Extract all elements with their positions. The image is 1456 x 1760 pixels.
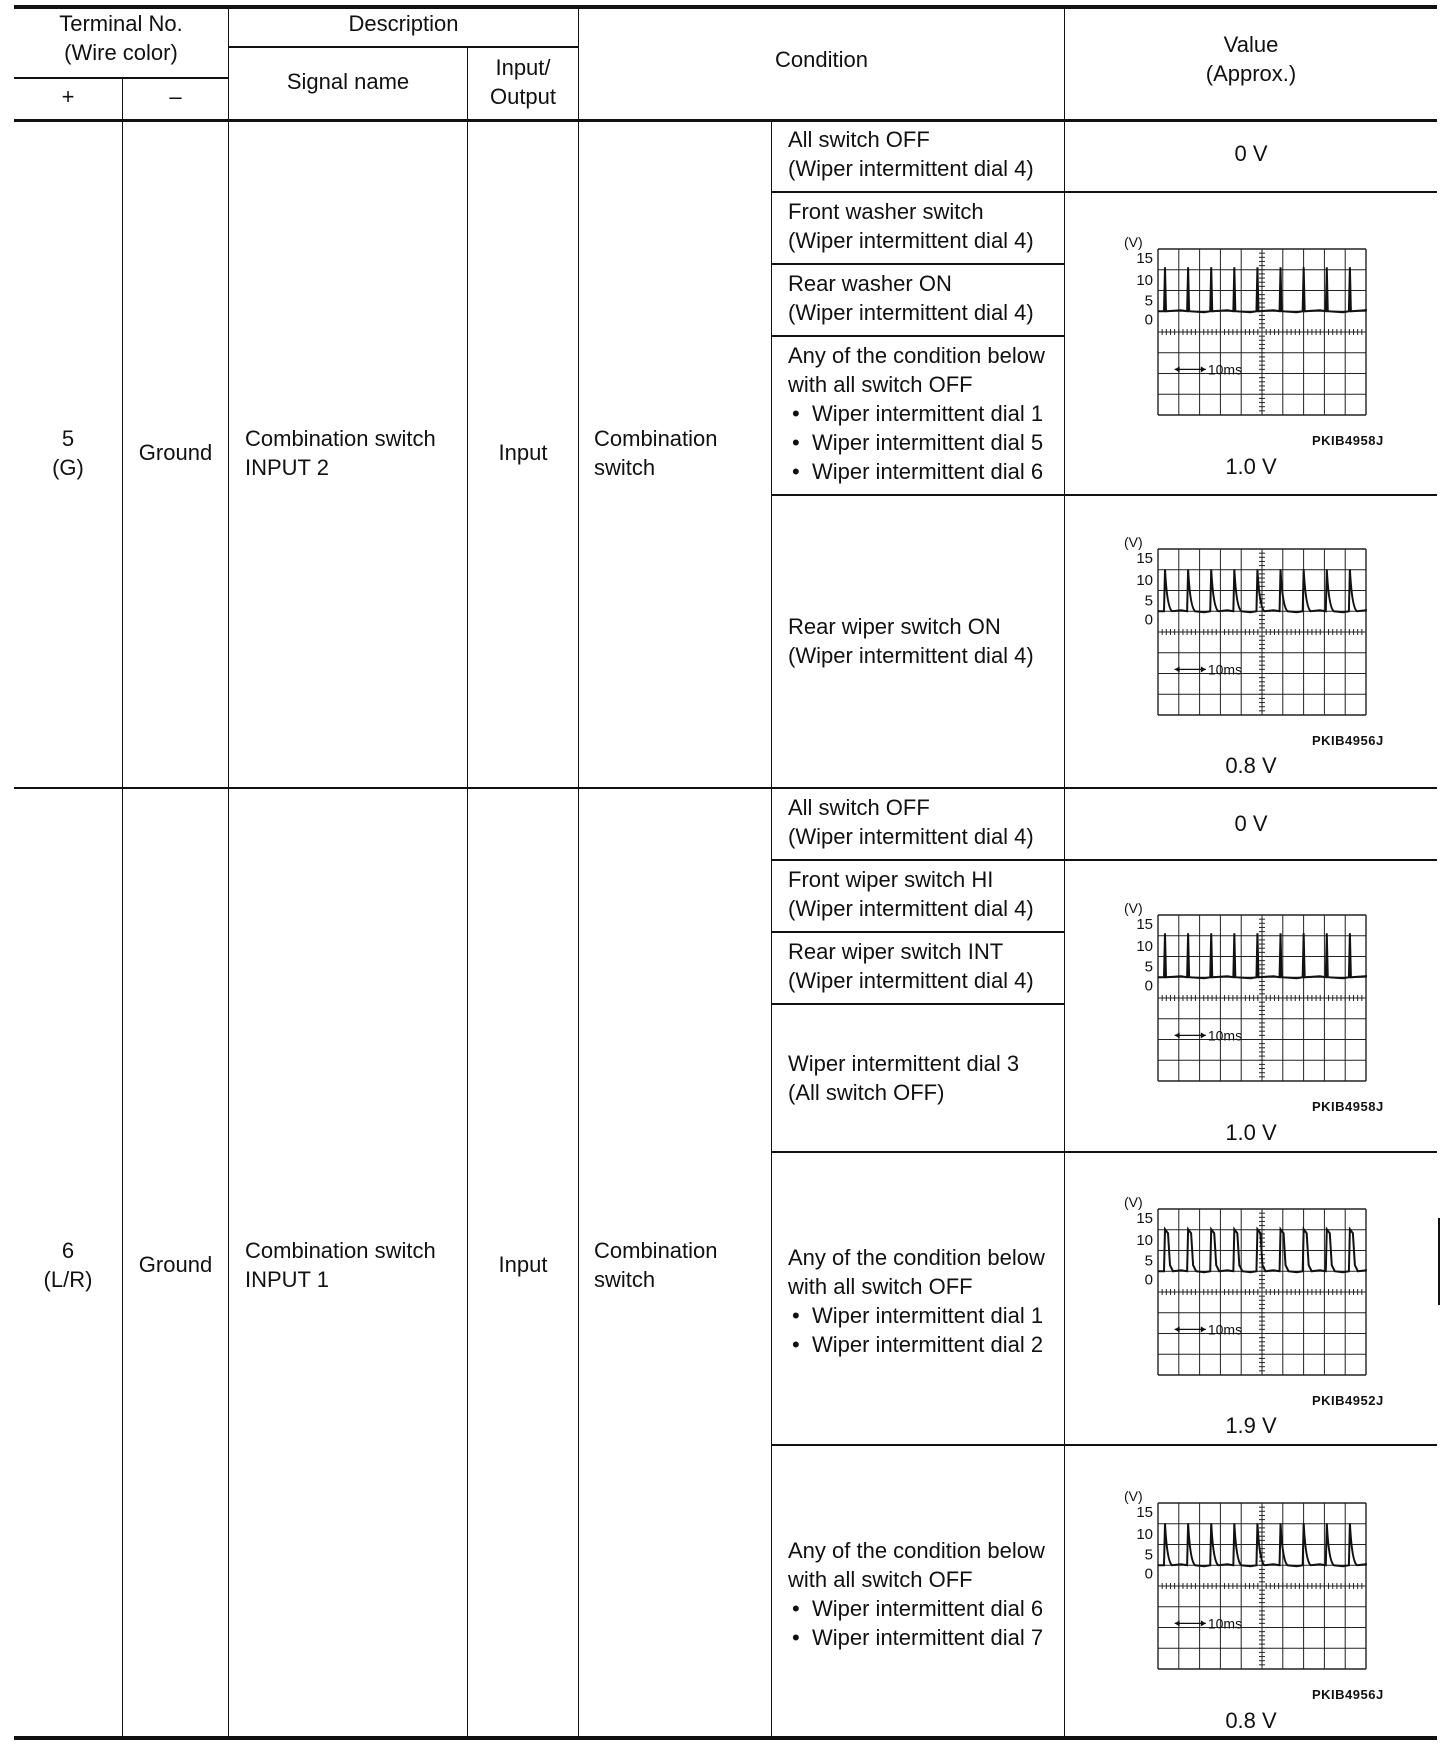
waveform-plot bbox=[1124, 537, 1374, 727]
value-text: 0 V bbox=[1234, 811, 1268, 836]
header-condition: Condition bbox=[775, 47, 868, 72]
y-tick-label: 15 bbox=[1136, 250, 1153, 267]
arrow-left-icon bbox=[1175, 1620, 1180, 1626]
figure-code: PKIB4956J bbox=[1312, 733, 1384, 748]
y-tick-label: 15 bbox=[1136, 1210, 1153, 1227]
condition-cell: Rear wiper switch INT (Wiper intermittent dial 4) bbox=[788, 939, 1034, 993]
rule bbox=[772, 494, 1437, 496]
bullet-item: • Wiper intermittent dial 7 bbox=[788, 1623, 1045, 1652]
time-scale-label: 10ms bbox=[1207, 1321, 1243, 1338]
condition-cell: Rear washer ON (Wiper intermittent dial 4) bbox=[788, 271, 1034, 325]
condition-cell: Any of the condition below with all switch OFF • Wiper intermittent dial 1 • Wiper intermittent dial 5 • Wiper intermittent dial 6 bbox=[788, 341, 1045, 486]
y-unit-label: (V) bbox=[1124, 1197, 1143, 1210]
arrow-left-icon bbox=[1175, 366, 1180, 372]
y-tick-label: 10 bbox=[1136, 571, 1153, 589]
y-unit-label: (V) bbox=[1124, 237, 1143, 250]
y-tick-label: 5 bbox=[1144, 592, 1153, 610]
condition-cell: Front wiper switch HI (Wiper intermittent dial 4) bbox=[788, 867, 1034, 921]
value-text: 0 V bbox=[1234, 141, 1268, 166]
bullet-item: • Wiper intermittent dial 1 bbox=[788, 1301, 1045, 1330]
y-unit-label: (V) bbox=[1124, 537, 1143, 550]
rule bbox=[228, 7, 229, 1738]
condition-group: Combination switch bbox=[594, 426, 718, 480]
y-tick-label: 10 bbox=[1136, 1525, 1153, 1543]
oscilloscope-waveform bbox=[1124, 1197, 1374, 1392]
oscilloscope-waveform bbox=[1124, 1491, 1374, 1686]
condition-cell: Rear wiper switch ON (Wiper intermittent dial 4) bbox=[788, 614, 1034, 668]
arrow-left-icon bbox=[1175, 1326, 1180, 1332]
figure-code: PKIB4958J bbox=[1312, 433, 1384, 448]
rule bbox=[467, 46, 468, 1738]
time-scale-label: 10ms bbox=[1207, 1615, 1243, 1632]
arrow-right-icon bbox=[1201, 366, 1206, 372]
waveform-plot bbox=[1124, 1197, 1374, 1387]
y-unit-label: (V) bbox=[1124, 903, 1143, 916]
terminal-6: 6 (L/R) bbox=[43, 1238, 93, 1292]
revision-bar bbox=[1438, 1218, 1440, 1305]
header-terminal-no: Terminal No. (Wire color) bbox=[59, 11, 183, 65]
y-tick-label: 0 bbox=[1144, 977, 1153, 995]
time-scale-label: 10ms bbox=[1207, 361, 1243, 378]
value-text: 0.8 V bbox=[1225, 1708, 1277, 1733]
rule bbox=[772, 263, 1064, 265]
condition-cell: Any of the condition below with all switch OFF • Wiper intermittent dial 1 • Wiper intermittent dial 2 bbox=[788, 1243, 1045, 1359]
rule bbox=[772, 1444, 1437, 1446]
condition-cell: All switch OFF (Wiper intermittent dial 4) bbox=[788, 795, 1034, 849]
ground-label: Ground bbox=[138, 440, 213, 465]
io-label: Input bbox=[498, 440, 548, 465]
header-minus: – bbox=[169, 84, 182, 109]
value-text: 1.9 V bbox=[1225, 1413, 1277, 1438]
arrow-right-icon bbox=[1201, 666, 1206, 672]
time-scale-label: 10ms bbox=[1207, 661, 1243, 678]
value-text: 1.0 V bbox=[1225, 454, 1277, 479]
time-scale-label: 10ms bbox=[1207, 1027, 1243, 1044]
condition-cell: Wiper intermittent dial 3 (All switch OFF) bbox=[788, 1051, 1020, 1105]
waveform-plot bbox=[1124, 903, 1374, 1093]
rule bbox=[772, 191, 1437, 193]
io-label: Input bbox=[498, 1252, 548, 1277]
header-input-output: Input/ Output bbox=[489, 55, 557, 109]
y-tick-label: 15 bbox=[1136, 550, 1153, 567]
figure-code: PKIB4952J bbox=[1312, 1393, 1384, 1408]
y-tick-label: 15 bbox=[1136, 916, 1153, 933]
arrow-left-icon bbox=[1175, 666, 1180, 672]
condition-cell: Front washer switch (Wiper intermittent dial 4) bbox=[788, 199, 1034, 253]
oscilloscope-waveform bbox=[1124, 903, 1374, 1098]
figure-code: PKIB4958J bbox=[1312, 1099, 1384, 1114]
y-tick-label: 0 bbox=[1144, 311, 1153, 329]
rule bbox=[772, 859, 1437, 861]
signal-name: Combination switch INPUT 1 bbox=[245, 1238, 436, 1292]
figure-code: PKIB4956J bbox=[1312, 1687, 1384, 1702]
rule bbox=[1064, 7, 1065, 1738]
rule bbox=[772, 335, 1064, 337]
header-signal-name: Signal name bbox=[286, 69, 410, 94]
bullet-item: • Wiper intermittent dial 1 bbox=[788, 399, 1045, 428]
y-tick-label: 10 bbox=[1136, 271, 1153, 289]
arrow-right-icon bbox=[1201, 1326, 1206, 1332]
y-tick-label: 5 bbox=[1144, 1252, 1153, 1270]
oscilloscope-waveform bbox=[1124, 237, 1374, 432]
value-text: 0.8 V bbox=[1225, 753, 1277, 778]
terminal-5: 5 (G) bbox=[52, 426, 84, 480]
y-tick-label: 15 bbox=[1136, 1504, 1153, 1521]
header-value: Value (Approx.) bbox=[1205, 32, 1297, 86]
y-unit-label: (V) bbox=[1124, 1491, 1143, 1504]
value-text: 1.0 V bbox=[1225, 1120, 1277, 1145]
rule bbox=[772, 931, 1064, 933]
arrow-right-icon bbox=[1201, 1620, 1206, 1626]
y-tick-label: 0 bbox=[1144, 1271, 1153, 1289]
rule bbox=[772, 1003, 1064, 1005]
y-tick-label: 0 bbox=[1144, 1565, 1153, 1583]
rule bbox=[122, 77, 123, 1738]
bullet-item: • Wiper intermittent dial 6 bbox=[788, 457, 1045, 486]
header-description: Description bbox=[348, 11, 459, 36]
bullet-item: • Wiper intermittent dial 6 bbox=[788, 1594, 1045, 1623]
y-tick-label: 5 bbox=[1144, 1546, 1153, 1564]
y-tick-label: 5 bbox=[1144, 958, 1153, 976]
y-tick-label: 5 bbox=[1144, 292, 1153, 310]
condition-cell: All switch OFF (Wiper intermittent dial 4) bbox=[788, 127, 1034, 181]
rule bbox=[229, 46, 579, 48]
rule bbox=[578, 7, 579, 1738]
arrow-left-icon bbox=[1175, 1032, 1180, 1038]
rule bbox=[771, 120, 772, 1738]
y-tick-label: 0 bbox=[1144, 611, 1153, 629]
waveform-plot bbox=[1124, 1491, 1374, 1681]
bullet-item: • Wiper intermittent dial 2 bbox=[788, 1330, 1045, 1359]
header-plus: + bbox=[61, 84, 75, 109]
waveform-plot bbox=[1124, 237, 1374, 427]
condition-cell: Any of the condition below with all switch OFF • Wiper intermittent dial 6 • Wiper intermittent dial 7 bbox=[788, 1536, 1045, 1652]
y-tick-label: 10 bbox=[1136, 937, 1153, 955]
rule bbox=[772, 1151, 1437, 1153]
ground-label: Ground bbox=[138, 1252, 213, 1277]
oscilloscope-waveform bbox=[1124, 537, 1374, 732]
signal-name: Combination switch INPUT 2 bbox=[245, 426, 436, 480]
y-tick-label: 10 bbox=[1136, 1231, 1153, 1249]
condition-group: Combination switch bbox=[594, 1238, 718, 1292]
bullet-item: • Wiper intermittent dial 5 bbox=[788, 428, 1045, 457]
arrow-right-icon bbox=[1201, 1032, 1206, 1038]
